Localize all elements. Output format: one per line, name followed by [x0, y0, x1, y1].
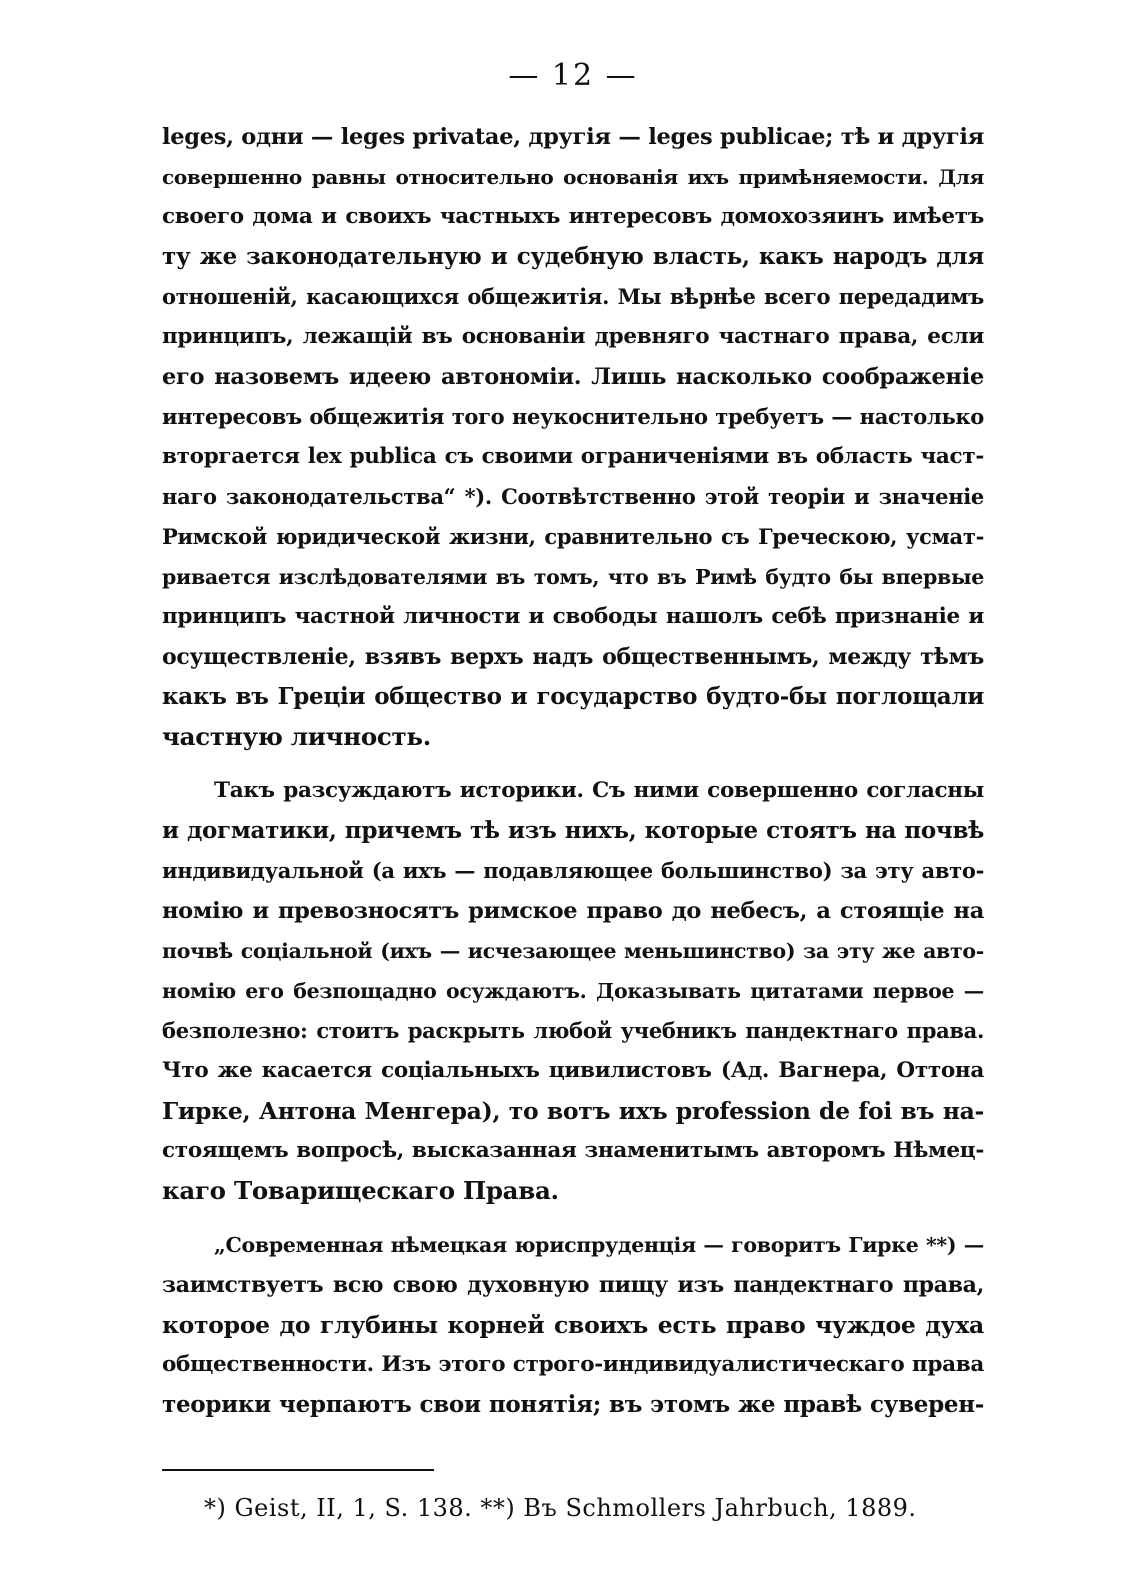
text-line: ривается изслѣдователями въ томъ, что въ Римѣ будто бы впервые — [162, 565, 984, 589]
text-line: заимствуетъ всю свою духовную пищу изъ пандектнаго права, — [162, 1272, 984, 1298]
text-line: принципъ, лежащій въ основаніи древняго частнаго права, если — [162, 324, 984, 349]
text-line: частную личность. — [162, 722, 431, 751]
text-line: какъ въ Греціи общество и государство будто-бы поглощали — [162, 683, 984, 710]
paragraph-1 — [162, 117, 984, 757]
text-line: номію его безпощадно осуждаютъ. Доказывать цитатами первое — — [162, 979, 984, 1003]
text-line: наго законодательства“ *). Соотвѣтственно этой теоріи и значеніе — [162, 484, 984, 509]
text-line: интересовъ общежитія того неукоснительно требуетъ — настолько — [162, 404, 984, 429]
text-line: каго Товарищескаго Права. — [162, 1176, 559, 1205]
page-number: — 12 — — [508, 58, 638, 93]
text-line: принципъ частной личности и свободы нашолъ себѣ признаніе и — [162, 604, 984, 629]
text-line: leges, одни — leges privatae, другія — leges publicae; тѣ и другія — [162, 124, 984, 150]
text-line: Что же касается соціальныхъ цивилистовъ (Ад. Вагнера, Оттона — [162, 1058, 984, 1083]
text-line: Римской юридической жизни, сравнительно съ Греческою, усмат- — [162, 524, 984, 549]
text-line: индивидуальной (а ихъ — подавляющее большинство) за эту авто- — [162, 858, 984, 883]
paragraph-gap — [162, 1211, 984, 1225]
text-line: отношеній, касающихся общежитія. Мы вѣрнѣе всего передадимъ — [162, 284, 984, 309]
paragraph-3 — [162, 1225, 984, 1425]
text-line: номію и превозносятъ римское право до небесъ, а стоящіе на — [162, 898, 984, 924]
body-text — [162, 117, 984, 1425]
footnote-divider — [162, 1469, 434, 1471]
paragraph-2 — [162, 771, 984, 1211]
paragraph-gap — [162, 757, 984, 771]
text-line: теорики черпаютъ свои понятія; въ этомъ же правѣ суверен- — [162, 1391, 984, 1418]
text-line: Такъ разсуждаютъ историки. Съ ними совершенно согласны — [214, 778, 984, 803]
text-line: которое до глубины корней своихъ есть право чуждое духа — [162, 1311, 984, 1339]
footnote-text: *) Geist, II, 1, S. 138. **) Въ Schmollers Jahrbuch, 1889. — [204, 1494, 917, 1522]
text-line: общественности. Изъ этого строго-индивидуалистическаго права — [162, 1352, 984, 1377]
text-line: почвѣ соціальной (ихъ — исчезающее меньшинство) за эту же авто- — [162, 939, 984, 963]
text-line: Гирке, Антона Менгера), то вотъ ихъ profession de foi въ на- — [162, 1097, 984, 1125]
text-line: его назовемъ идеею автономіи. Лишь насколько соображеніе — [162, 364, 984, 390]
text-line: вторгается lex publica съ своими ограниченіями въ область част- — [162, 444, 984, 469]
text-line: безполезно: стоитъ раскрыть любой учебникъ пандектнаго права. — [162, 1018, 984, 1043]
text-line: ту же законодательную и судебную власть, какъ народъ для — [162, 243, 984, 270]
text-line: стоящемъ вопросѣ, высказанная знаменитымъ авторомъ Нѣмец- — [162, 1138, 984, 1163]
text-line: своего дома и своихъ частныхъ интересовъ домохозяинъ имѣетъ — [162, 204, 984, 229]
text-line: осуществленіе, взявъ верхъ надъ общественнымъ, между тѣмъ — [162, 644, 984, 670]
book-page — [162, 58, 984, 1525]
text-line: „Современная нѣмецкая юриспруденція — говоритъ Гирке **) — — [214, 1233, 984, 1257]
text-line: и догматики, причемъ тѣ изъ нихъ, которые стоятъ на почвѣ — [162, 817, 984, 844]
text-line: совершенно равны относительно основанія ихъ примѣняемости. Для — [162, 165, 984, 189]
